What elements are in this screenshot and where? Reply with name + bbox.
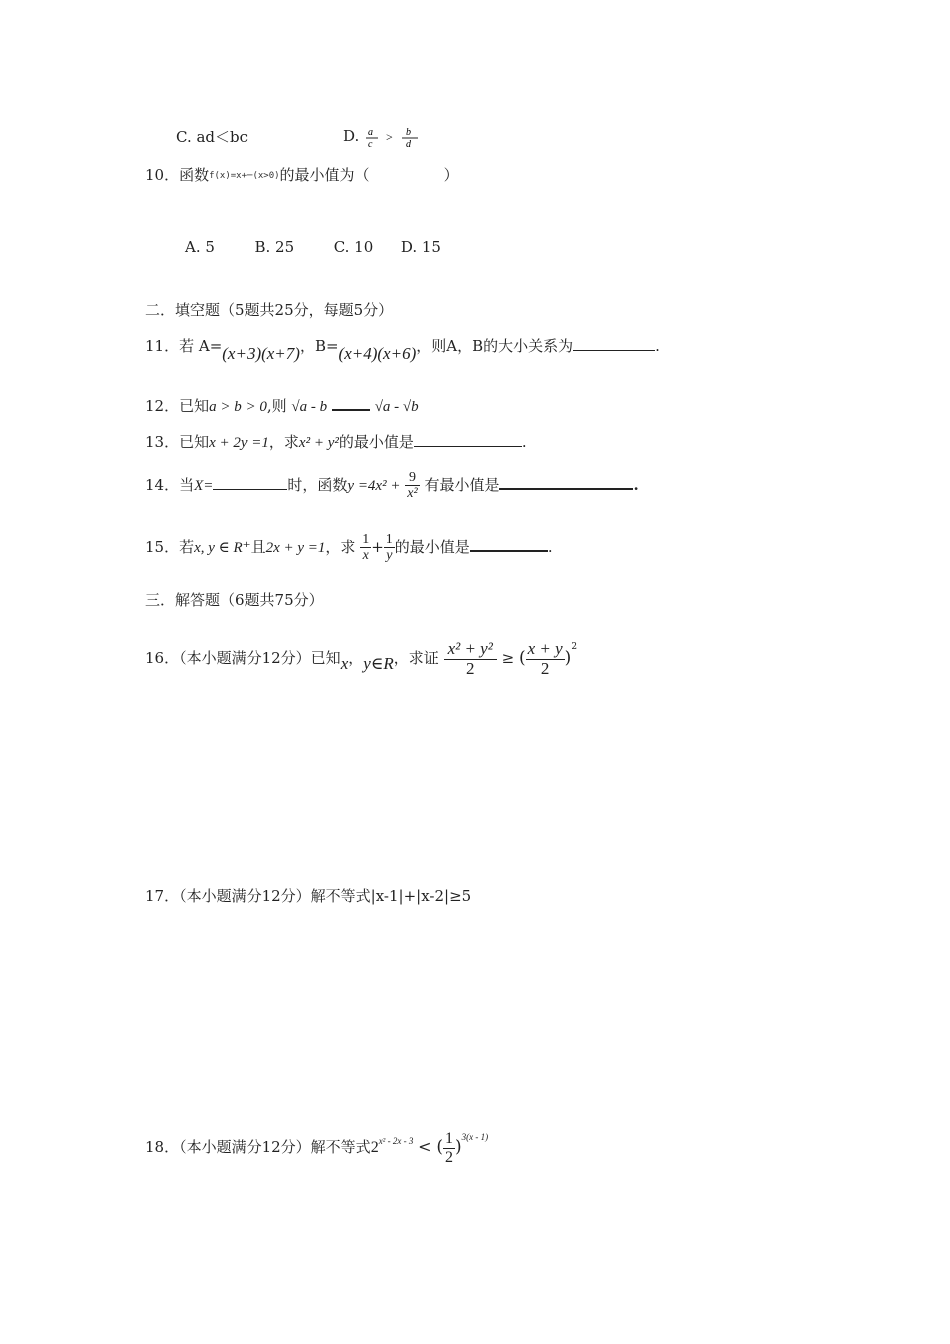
q10-close: ） xyxy=(443,166,459,184)
q10-option-a: A. 5 xyxy=(185,238,215,256)
q14-fraction xyxy=(405,470,419,502)
svg-text:>: > xyxy=(386,130,393,144)
q12-rhs: √a - √b xyxy=(374,399,419,415)
q15-fraction-1-numerator: 1 xyxy=(362,532,370,547)
q10-option-b: B. 25 xyxy=(254,238,295,256)
q10-option-d: D. 15 xyxy=(400,238,441,256)
q11-suffix: ，则A，B的大小关系为 xyxy=(416,337,574,355)
q12-line xyxy=(145,395,419,416)
q10-line xyxy=(145,164,459,185)
q16-number: 16．（本小题满分12分）已知 xyxy=(145,649,341,668)
q16-line: 16．（本小题满分12分）已知x，y∈R，求证 $\frac{\text{x² + y²}}{2}$ ≥ ( $\frac{x + y}{2}$ )$^2$ xyxy=(145,639,578,678)
q16-power: 2 xyxy=(571,642,578,653)
q18-lhs-base: 2 xyxy=(370,1139,379,1157)
q13-condition: x + 2y =1 xyxy=(209,435,269,451)
q15-fraction-2 xyxy=(384,532,395,564)
q9-option-c: C. ad＜bc xyxy=(176,128,249,146)
q18-fraction-denominator: 2 xyxy=(444,1148,453,1166)
q9-option-d-label: D. xyxy=(343,127,360,145)
q18-lhs-exponent: x² - 2x - 3 xyxy=(378,1136,414,1147)
q14-fraction-numerator: 9 xyxy=(405,470,419,486)
q11-answer-blank[interactable] xyxy=(573,350,655,351)
q15-line xyxy=(145,532,553,564)
section-2-heading: 二．填空题（5题共25分，每题5分） xyxy=(145,301,394,319)
q18-line: 18．（本小题满分12分）解不等式$2^{x^2 - 2x - 3}$ < ( $\frac{1}{2}$ )$^{3(x - 1)}$ xyxy=(145,1130,489,1166)
q15-suffix: 的最小值是 xyxy=(394,537,470,556)
q12-answer-blank[interactable] xyxy=(332,409,370,411)
q13-expression: x² + y² xyxy=(298,435,339,451)
q15-fraction-1-denominator: x xyxy=(362,548,369,564)
q14-end: . xyxy=(633,475,639,494)
svg-text:c: c xyxy=(368,139,373,148)
q11-expr-b: (x+4)(x+6) xyxy=(338,344,417,363)
q16-rhs-numerator: x + y xyxy=(527,639,563,658)
q15-mid: ，求 xyxy=(325,537,356,556)
svg-text:a: a xyxy=(368,127,374,138)
q10-option-c: C. 10 xyxy=(333,238,374,256)
q18-fraction xyxy=(443,1130,455,1166)
q14-expression: y =4x² + xyxy=(347,477,401,494)
q14-fraction-denominator: x² xyxy=(407,486,418,502)
q18-rhs-exponent: 3(x - 1) xyxy=(461,1132,489,1143)
q16-geq: ≥ xyxy=(501,649,515,668)
q12-number: 12．已知 xyxy=(145,397,210,415)
q13-line xyxy=(145,431,527,452)
q14-line xyxy=(145,470,639,502)
q9-option-d xyxy=(343,126,430,148)
q16-var-x: x xyxy=(340,654,349,674)
q14-var: X= xyxy=(194,477,214,494)
q15-end: . xyxy=(547,537,553,556)
q14-min-blank[interactable] xyxy=(499,488,633,490)
q14-mid: 时，函数 xyxy=(287,475,348,494)
q12-condition: a > b > 0 xyxy=(209,399,267,415)
q11-number: 11．若 A= xyxy=(145,337,223,355)
q10-number: 10．函数 xyxy=(145,166,210,184)
q18-number: 18．（本小题满分12分）解不等式 xyxy=(145,1138,371,1157)
q10-function-glyph: f(x)=x+─(x>0) xyxy=(209,171,280,181)
q18-less-than: < xyxy=(418,1137,432,1157)
q15-condition-2: 2x + y =1 xyxy=(265,539,326,556)
q11-line xyxy=(145,335,660,363)
svg-text:d: d xyxy=(406,139,412,148)
q9-option-d-formula xyxy=(364,126,430,148)
q14-number: 14．当 xyxy=(145,475,195,494)
q15-fraction-1 xyxy=(360,532,371,564)
q15-number: 15．若 xyxy=(145,537,195,556)
q12-lhs: √a - b xyxy=(291,399,328,415)
q14-x-blank[interactable] xyxy=(213,489,287,490)
q15-and: 且 xyxy=(250,537,266,556)
q13-answer-blank[interactable] xyxy=(414,446,522,447)
q13-suffix: 的最小值是 xyxy=(338,433,414,451)
q15-fraction-2-numerator: 1 xyxy=(385,532,393,547)
q16-lhs-numerator: x² + y² xyxy=(444,640,497,660)
q16-comma: ， xyxy=(348,649,364,668)
q14-suffix: 有最小值是 xyxy=(424,475,500,494)
q11-expr-a: (x+3)(x+7) xyxy=(222,344,300,363)
q13-mid: ，求 xyxy=(268,433,299,451)
q16-rhs-denominator: 2 xyxy=(540,658,550,678)
q10-options xyxy=(185,238,441,256)
q15-answer-blank[interactable] xyxy=(470,550,548,552)
q12-then: ,则 xyxy=(266,397,287,415)
q16-condition: y∈R xyxy=(363,654,394,674)
q17-line: 17．（本小题满分12分）解不等式|x-1|+|x-2|≥5 xyxy=(145,887,472,905)
q16-lhs-fraction xyxy=(444,640,497,678)
section-3-heading: 三．解答题（6题共75分） xyxy=(145,591,324,609)
q11-sep: ，B= xyxy=(299,337,339,355)
svg-text:b: b xyxy=(406,127,412,138)
q13-number: 13．已知 xyxy=(145,433,210,451)
q11-end: . xyxy=(655,337,660,355)
q15-condition: x, y ∈ R⁺ xyxy=(194,539,251,556)
q18-fraction-numerator: 1 xyxy=(444,1130,453,1147)
q16-mid: ，求证 xyxy=(393,649,439,668)
q15-fraction-2-denominator: y xyxy=(386,548,393,564)
q15-plus: + xyxy=(371,537,384,556)
q16-rhs-fraction xyxy=(526,640,565,678)
q13-end: . xyxy=(521,433,527,451)
q16-lhs-denominator: 2 xyxy=(465,658,475,678)
q10-suffix: 的最小值为（ xyxy=(279,166,370,184)
